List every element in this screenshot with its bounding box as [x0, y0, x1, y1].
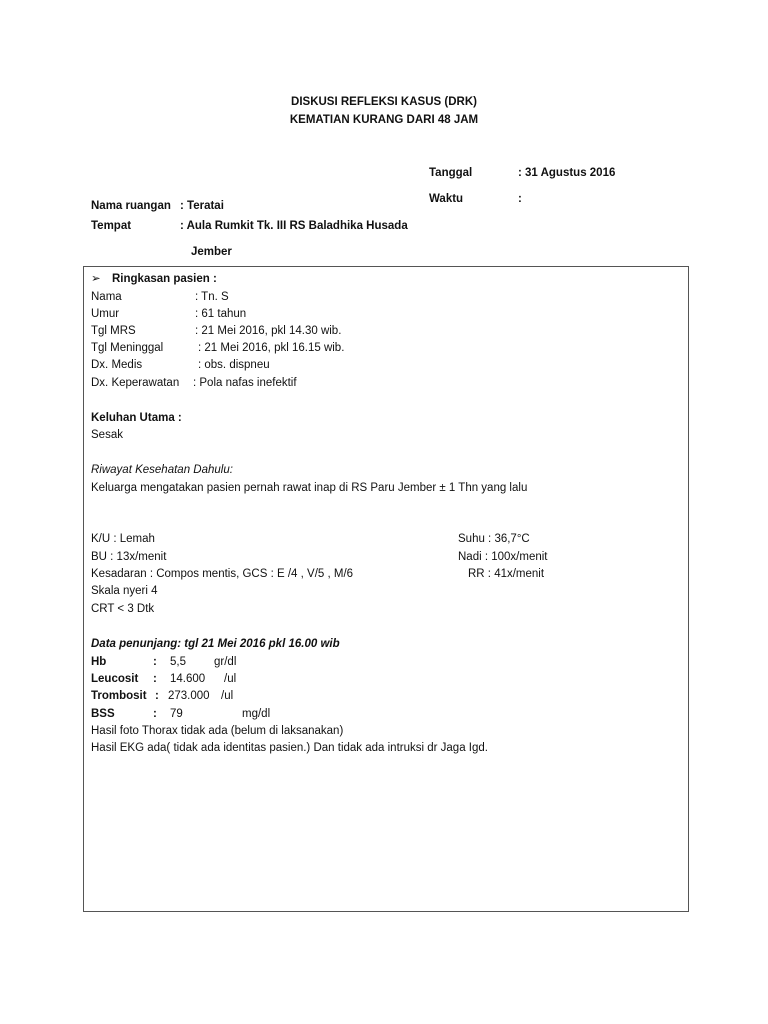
vital-bu: BU : 13x/menit [91, 551, 167, 563]
riwayat-heading: Riwayat Kesehatan Dahulu: [91, 464, 233, 476]
ruangan-value: : Teratai [180, 200, 224, 212]
lab-thorax-note: Hasil foto Thorax tidak ada (belum di laksanakan) [91, 725, 344, 737]
tanggal-label: Tanggal [429, 167, 473, 179]
document-title: DISKUSI REFLEKSI KASUS (DRK) [291, 96, 477, 108]
lab-value-hb: 5,5 [170, 656, 186, 668]
vital-nadi: Nadi : 100x/menit [458, 551, 548, 563]
field-label-tgl-mrs: Tgl MRS [91, 325, 136, 337]
ruangan-label: Nama ruangan [91, 200, 171, 212]
field-value-dx-medis: : obs. dispneu [198, 359, 270, 371]
field-label-dx-medis: Dx. Medis [91, 359, 143, 371]
lab-unit-trombosit: /ul [221, 690, 234, 702]
lab-sep-hb: : [153, 656, 157, 668]
vital-kesadaran: Kesadaran : Compos mentis, GCS : E /4 , V/5 , M/6 [91, 568, 354, 580]
tempat-value-continued: Jember [191, 246, 232, 258]
field-value-dx-keperawatan: : Pola nafas inefektif [193, 377, 297, 389]
lab-value-bss: 79 [170, 708, 183, 720]
lab-heading: Data penunjang: tgl 21 Mei 2016 pkl 16.00 wib [91, 638, 340, 650]
field-value-tgl-mrs: : 21 Mei 2016, pkl 14.30 wib. [195, 325, 342, 337]
vital-skala-nyeri: Skala nyeri 4 [91, 585, 158, 597]
lab-value-trombosit: 273.000 [168, 690, 210, 702]
lab-label-leucosit: Leucosit [91, 673, 139, 685]
bullet-arrow-icon: ➢ [91, 273, 101, 285]
lab-label-bss: BSS [91, 708, 115, 720]
field-label-tgl-meninggal: Tgl Meninggal [91, 342, 164, 354]
field-value-nama: : Tn. S [195, 291, 229, 303]
field-label-dx-keperawatan: Dx. Keperawatan [91, 377, 180, 389]
lab-ekg-note: Hasil EKG ada( tidak ada identitas pasien.) Dan tidak ada intruksi dr Jaga Igd. [91, 742, 488, 754]
keluhan-text: Sesak [91, 429, 123, 441]
lab-label-hb: Hb [91, 656, 107, 668]
lab-value-leucosit: 14.600 [170, 673, 206, 685]
lab-label-trombosit: Trombosit [91, 690, 147, 702]
vital-suhu: Suhu : 36,7°C [458, 533, 530, 545]
lab-sep-leucosit: : [153, 673, 157, 685]
tempat-label: Tempat [91, 220, 132, 232]
lab-unit-bss: mg/dl [242, 708, 271, 720]
waktu-value: : [518, 193, 522, 205]
lab-sep-trombosit: : [155, 690, 159, 702]
vital-rr: RR : 41x/menit [468, 568, 545, 580]
summary-heading: Ringkasan pasien : [112, 273, 217, 285]
waktu-label: Waktu [429, 193, 464, 205]
keluhan-heading: Keluhan Utama : [91, 412, 182, 424]
lab-unit-leucosit: /ul [224, 673, 237, 685]
lab-unit-hb: gr/dl [214, 656, 237, 668]
document-subtitle: KEMATIAN KURANG DARI 48 JAM [289, 114, 479, 126]
field-label-umur: Umur [91, 308, 120, 320]
tanggal-value: : 31 Agustus 2016 [518, 167, 616, 179]
lab-sep-bss: : [153, 708, 157, 720]
field-value-tgl-meninggal: : 21 Mei 2016, pkl 16.15 wib. [198, 342, 345, 354]
field-value-umur: : 61 tahun [195, 308, 247, 320]
vital-crt: CRT < 3 Dtk [91, 603, 155, 615]
case-summary-box [83, 266, 689, 912]
field-label-nama: Nama [91, 291, 122, 303]
tempat-value: : Aula Rumkit Tk. III RS Baladhika Husada [180, 220, 408, 232]
vital-ku: K/U : Lemah [91, 533, 155, 545]
riwayat-text: Keluarga mengatakan pasien pernah rawat inap di RS Paru Jember ± 1 Thn yang lalu [91, 482, 528, 494]
